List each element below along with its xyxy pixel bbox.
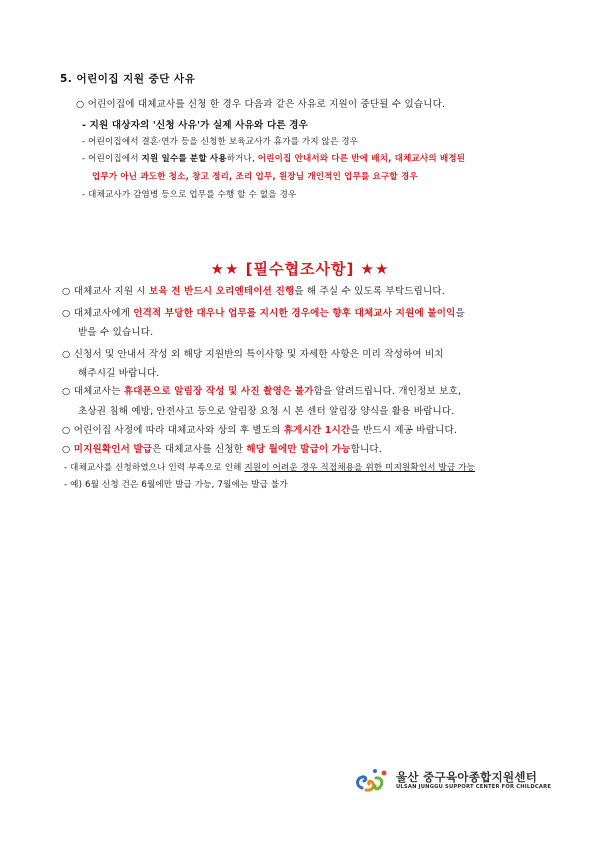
required-item-6-d: 해당 월에만 발급이 가능 (246, 444, 351, 455)
center-name-korean: 울산 중구육아종합지원센터 (396, 770, 538, 784)
certificate-note-1-a: - 대체교사를 신청하였으나 인력 부족으로 인해 (64, 463, 245, 473)
section-title: 5. 어린이집 지원 중단 사유 (60, 73, 196, 85)
stop-reason-3-text-d: 어린이집 안내서와 다른 반에 배치, 대체교사의 배정된 (257, 154, 466, 164)
required-item-6-b: 미지원확인서 발급 (73, 444, 153, 455)
required-item-4-c: 함을 알려드립니다. 개인정보 보호, (313, 386, 462, 397)
required-item-3-continued: 해주시길 바랍니다. (78, 368, 160, 379)
section-intro: ○ 어린이집에 대체교사를 신청 한 경우 다음과 같은 사유로 지원이 중단될 수 있습니다. (76, 99, 446, 110)
required-item-2-c: 을 (455, 308, 465, 319)
certificate-note-1 (64, 461, 475, 473)
center-logo (352, 766, 552, 796)
center-name-english: ULSAN JUNGGU SUPPORT CENTER FOR CHILDCARE (396, 784, 552, 790)
stop-reason-3 (82, 152, 465, 164)
certificate-note-1-b: 지원이 어려운 경우 직접채용을 위한 미지원확인서 발급 가능 (244, 463, 476, 473)
required-item-3: ○ 신청서 및 안내서 작성 외 해당 지원반의 특이사항 및 자세한 사항은 미리 작성하여 비치 (62, 349, 444, 360)
required-item-2 (62, 305, 465, 319)
required-item-5-b: 휴게시간 1시간 (283, 425, 351, 436)
required-item-6-e: 합니다. (350, 444, 382, 455)
required-item-2-a: ○ 대체교사에게 (62, 308, 134, 319)
required-item-2-b: 인격적 부당한 대우나 업무를 지시한 경우에는 향후 대체교사 지원에 불이익 (133, 308, 456, 319)
required-item-4 (62, 383, 461, 397)
required-item-6-c: 은 대체교사를 신청한 (152, 444, 247, 455)
required-item-6-a: ○ (62, 444, 74, 455)
certificate-note-2: - 예) 6월 신청 건은 6월에만 발급 가능, 7월에는 발급 불가 (64, 480, 288, 490)
stop-reason-4: - 대체교사가 감염병 등으로 업무를 수행 할 수 없을 경우 (82, 190, 297, 200)
required-item-4-continued: 초상권 침해 예방, 안전사고 등으로 알림장 요청 시 본 센터 알림장 양식을 활용 바랍니다. (78, 406, 455, 417)
stop-reason-3-text-c: 하거나, (226, 154, 258, 164)
required-item-1 (62, 283, 445, 297)
required-item-1-b: 보육 전 반드시 오리엔테이션 진행 (149, 286, 295, 297)
stop-reason-3-continued: 업무가 아닌 과도한 청소, 창고 정리, 조리 업무, 원장님 개인적인 업무를 요구할 경우 (92, 172, 418, 182)
required-item-5 (62, 422, 457, 436)
required-item-6 (62, 441, 382, 455)
stop-reason-3-text-b: 지원 일수를 분할 사용 (141, 154, 227, 164)
required-item-4-a: ○ 대체교사는 (62, 386, 124, 397)
required-item-5-c: 을 반드시 제공 바랍니다. (350, 425, 458, 436)
required-item-2-continued: 받을 수 있습니다. (78, 327, 154, 338)
required-item-5-a: ○ 어린이집 사정에 따라 대체교사와 상의 후 별도의 (62, 425, 284, 436)
stop-reason-2: - 어린이집에서 결혼·연가 등을 신청한 보육교사가 휴가를 가지 않은 경우 (82, 137, 359, 147)
stop-reason-3-text-a: - 어린이집에서 (82, 154, 142, 164)
required-item-1-c: 을 해 주실 수 있도록 부탁드립니다. (294, 286, 445, 297)
stop-reason-1: - 지원 대상자의 '신청 사유'가 실제 사유와 다른 경우 (82, 120, 308, 131)
required-cooperation-title: ★★ [필수협조사항] ★★ (210, 260, 390, 278)
required-item-1-a: ○ 대체교사 지원 시 (62, 286, 150, 297)
center-logo-mark (352, 766, 392, 796)
required-item-4-b: 휴대폰으로 알림장 작성 및 사진 촬영은 불가 (123, 386, 314, 397)
